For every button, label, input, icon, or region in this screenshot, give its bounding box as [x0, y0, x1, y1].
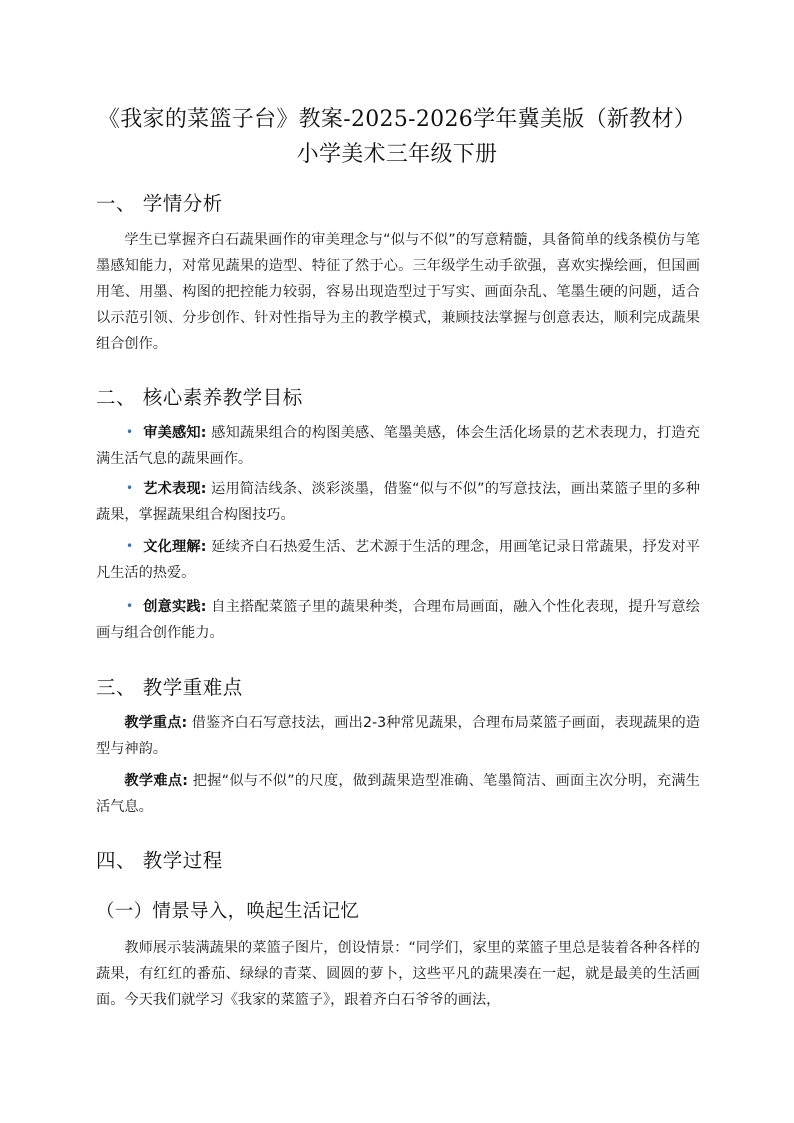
bullet-dot-icon: • [126, 599, 134, 613]
difficult-point-text: 把握“似与不似”的尺度，做到蔬果造型准确、笔墨简洁、画面主次分明，充满生活气息。 [96, 773, 700, 815]
goal-term: 创意实践: [143, 599, 207, 615]
goal-item-creative [96, 593, 700, 646]
section-heading-teaching-process: 四、 教学过程 [96, 849, 223, 872]
subsection-heading-scene-intro: （一）情景导入，唤起生活记忆 [96, 901, 360, 922]
section-heading-core-goals: 二、 核心素养教学目标 [96, 386, 303, 409]
goal-text: 感知蔬果组合的构图美感、笔墨美感，体会生活化场景的艺术表现力，打造充满生活气息的蔬果画作。 [96, 425, 700, 467]
document-title-line-2: 小学美术三年级下册 [296, 142, 498, 167]
goal-text: 运用简洁线条、淡彩淡墨，借鉴“似与不似”的写意技法，画出菜篮子里的多种蔬果，掌握蔬果组合构图技巧。 [96, 481, 700, 523]
key-point-text: 借鉴齐白石写意技法，画出2-3种常见蔬果，合理布局菜篮子画面，表现蔬果的造型与神韵。 [96, 715, 700, 757]
bullet-dot-icon: • [126, 481, 134, 495]
goal-term: 艺术表现: [143, 481, 207, 497]
section-heading-learning-analysis: 一、 学情分析 [96, 192, 223, 215]
teaching-difficult-point [96, 768, 700, 820]
difficult-point-term: 教学难点: [124, 773, 188, 789]
goal-text: 自主搭配菜篮子里的蔬果种类，合理布局画面，融入个性化表现，提升写意绘画与组合创作能力。 [96, 599, 700, 641]
goal-item-expression [96, 475, 700, 528]
section-heading-key-difficult: 三、 教学重难点 [96, 676, 243, 699]
goal-item-aesthetic [96, 419, 700, 472]
goal-item-culture [96, 533, 700, 586]
teaching-key-point [96, 710, 700, 762]
document-title-line-1: 《我家的菜篮子台》教案-2025-2026学年冀美版（新教材） [97, 107, 697, 132]
key-point-term: 教学重点: [124, 715, 188, 731]
scene-intro-paragraph: 教师展示装满蔬果的菜篮子图片，创设情景：“同学们，家里的菜篮子里总是装着各种各样的蔬果，有红红的番茄、绿绿的青菜、圆圆的萝卜，这些平凡的蔬果凑在一起，就是最美的生活画面。今天我们就学习《我家的菜篮子》，跟着齐白石爷爷的画法， [96, 940, 700, 1008]
goal-term: 审美感知: [143, 425, 207, 441]
goal-term: 文化理解: [143, 539, 207, 555]
bullet-dot-icon: • [126, 425, 134, 439]
goal-text: 延续齐白石热爱生活、艺术源于生活的理念，用画笔记录日常蔬果，抒发对平凡生活的热爱。 [96, 539, 700, 581]
learning-analysis-paragraph: 学生已掌握齐白石蔬果画作的审美理念与“似与不似”的写意精髓，具备简单的线条模仿与笔墨感知能力，对常见蔬果的造型、特征了然于心。三年级学生动手欲强，喜欢实操绘画，但国画用笔、用墨、构图的把控能力较弱，容易出现造型过于写实、画面杂乱、笔墨生硬的问题，适合以示范引领、分步创作、针对性指导为主的教学模式，兼顾技法掌握与创意表达，顺利完成蔬果组合创作。 [96, 232, 700, 352]
bullet-dot-icon: • [126, 539, 134, 553]
